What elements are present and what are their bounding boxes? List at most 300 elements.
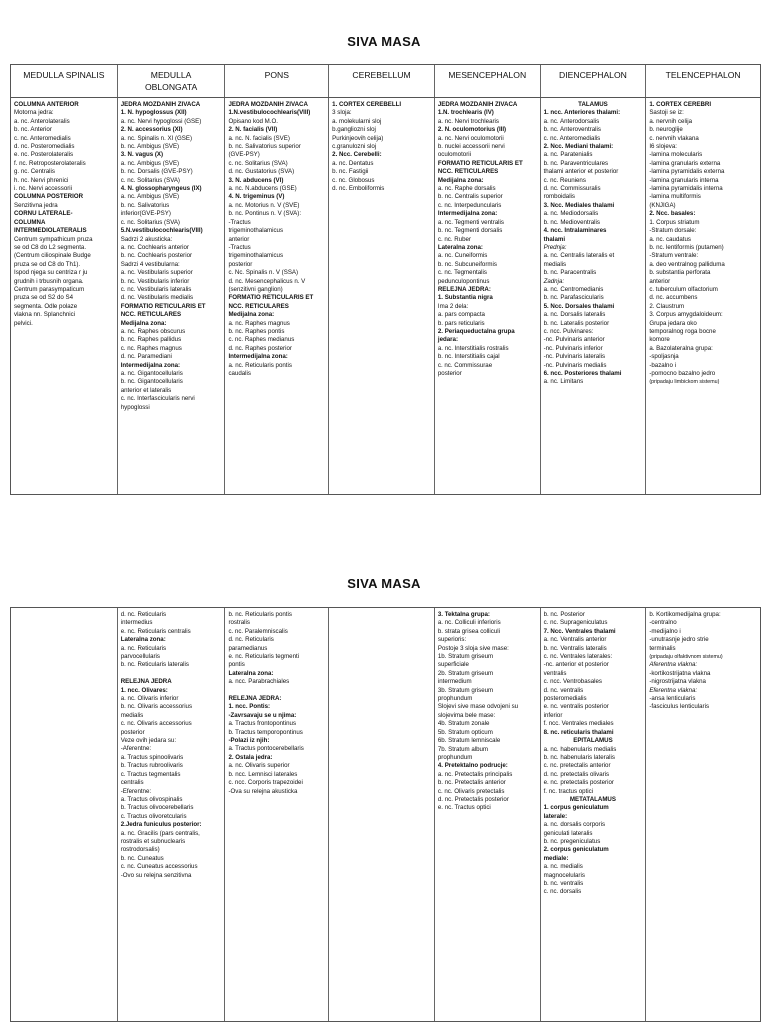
column-header-mesencephalon: MESENCEPHALON — [435, 65, 541, 97]
cell-line: 2. Periaqueductalna grupa — [437, 327, 515, 335]
cell-line: a. nc. Raphe dorsalis — [437, 185, 496, 193]
column-medulla-spinalis — [11, 608, 118, 1021]
cell-line: -bazalno i — [649, 361, 676, 369]
cell-line: b. nc. Dorsalis (GVE-PSY) — [120, 168, 193, 176]
cell-line: d. nc. Pretectalis posterior — [437, 795, 509, 803]
cell-line: d. nc. pretectalis olivaris — [543, 770, 610, 778]
cell-line: a. nc. Centralis lateralis et — [543, 252, 615, 260]
cell-line: Ima 2 dela: — [437, 302, 469, 310]
cell-line: b. substantia perforata — [649, 269, 711, 277]
column-header-telencephalon: TELENCEPHALON — [665, 70, 741, 80]
cell-line: 1. ncc. Pontis: — [228, 703, 271, 711]
cell-line: pruza se od S2 do S4 — [14, 294, 74, 302]
cell-line: intermedius — [120, 619, 153, 627]
cell-line: d. nc. Mesencephalicus n. V — [228, 277, 306, 285]
cell-line: medialis — [543, 260, 567, 268]
page-title-2: SIVA MASA — [347, 576, 421, 591]
cell-line: 1. Corpus striatum — [649, 218, 700, 226]
cell-line: c. nc. Suprageniculatus — [543, 619, 608, 627]
cell-line: prophundum — [437, 695, 473, 703]
cell-line: COLUMNA ANTERIOR — [14, 101, 79, 108]
cell-line: se od C8 do L2 segmenta. — [14, 243, 87, 251]
cell-line: 5.N.vestibulocochlearis(VIII) — [120, 227, 203, 235]
cell-line: 4. Pretektalno podrucje: — [437, 762, 508, 770]
cell-line: b. nc. Ventralis lateralis — [543, 644, 607, 652]
cell-line: a. nc. Raphes obscurus — [120, 327, 186, 335]
cell-line: a. Tractus spinoolivaris — [120, 753, 184, 761]
cell-line: JEDRA MOZDANIH ZIVACA — [437, 101, 518, 108]
cell-line: Medijalna zona: — [228, 311, 275, 319]
cell-line: c. nc. Anteromedialis — [14, 134, 71, 142]
cell-line: -lamina granularis interna — [649, 176, 719, 184]
cell-line: RELEJNA JEDRA — [120, 678, 172, 686]
cell-line: 2b. Stratum griseum — [437, 669, 494, 677]
cell-line: segmenta. Odle polaze — [14, 302, 78, 310]
cell-line: d. nc. ventralis — [543, 686, 584, 694]
cell-line: anterior et lateralis — [120, 386, 172, 394]
cell-line: c. nc. Solitarius (SVA) — [228, 159, 288, 167]
cell-line: JEDRA MOZDANIH ZIVACA — [228, 101, 308, 108]
cell-line: 2.Jedra funiculus posterior: — [120, 821, 202, 829]
cell-line: Centrum parasympaticum — [14, 285, 85, 293]
cell-line — [121, 670, 222, 678]
cell-line: c. nc. dorsalis — [543, 888, 582, 896]
cell-line: b.gangliozni sloj — [332, 126, 376, 134]
cell-line: temporalnog roga bocne — [649, 327, 716, 335]
cell-line: a. nc. medialis — [543, 863, 583, 871]
cell-line: -Tractus — [228, 243, 251, 251]
cell-line: c. Nc. Spinalis n. V (SSA) — [228, 269, 299, 277]
cell-line: 4. ncc. Intralaminares — [543, 227, 607, 235]
cell-line: NCC. RETICULARES — [437, 168, 499, 176]
cell-line: 1. ncc. Olivares: — [120, 686, 168, 694]
cell-line: -lamina pyramidalis externa — [649, 168, 725, 176]
cell-line: RELEJNA JEDRA: — [437, 285, 491, 293]
cell-line: d. nc. Posteromedialis — [14, 143, 75, 151]
cell-line: -medijalno i — [649, 627, 681, 635]
cell-line: d. nc. Reticularis — [120, 611, 167, 618]
cell-line: f. nc. tractus optici — [543, 787, 594, 795]
cell-line: rostralis et subnuclearis — [120, 837, 186, 845]
cell-line: a. nc. caudatus — [649, 235, 691, 243]
cell-line: c. nc. pretectalis anterior — [543, 762, 611, 770]
cell-line: thalami anterior et posterior — [543, 168, 619, 176]
cell-line: c. nc. Paralemniscalis — [228, 627, 288, 635]
column-diencephalon — [541, 608, 647, 1021]
cell-line: FORMATIO RETICULARIS ET — [120, 302, 206, 310]
cell-line: 2. Ncc. Cerebelli: — [332, 151, 382, 159]
cell-line: trigeminothalamicus — [228, 252, 284, 260]
table-body-page-2 — [10, 607, 761, 1022]
cell-line: a. nc. Spinalis n. XI (GSE) — [120, 134, 193, 142]
cell-line: 3. N. vagus (X) — [120, 151, 164, 159]
cell-line: Medijalna zona: — [120, 319, 167, 327]
cell-line: -Polazi iz njih: — [228, 737, 270, 745]
cell-line: g. nc. Centralis — [14, 168, 55, 176]
cell-line: 2. Claustrum — [649, 302, 685, 310]
cell-line: a. nc. Reticularis — [120, 644, 167, 652]
cell-line: b. nc. Salivatorius — [120, 201, 170, 209]
cell-line: romboidalis — [543, 193, 575, 201]
cell-line: b. nc. Ambigus (SVE) — [120, 143, 180, 151]
cell-line: c. tuberculum olfactorium — [649, 285, 718, 293]
cell-line: rostralis — [228, 619, 250, 627]
cell-line: Intermedijalna zona: — [120, 361, 181, 369]
cell-line: 7. Ncc. Ventrales thalami — [543, 627, 616, 635]
cell-line: a. nc. Limitans — [543, 378, 584, 386]
cell-line: JEDRA MOZDANIH ZIVACA — [120, 101, 201, 108]
cell-line: mediale: — [543, 854, 569, 862]
cell-line: -fasciculus lenticularis — [649, 703, 710, 711]
cell-line: b. Tractus rubroolivaris — [120, 762, 183, 770]
cell-line: EPITALAMUS — [573, 737, 613, 745]
cell-line: -Tractus — [228, 218, 251, 226]
cell-line: NCC. RETICULARES — [120, 311, 182, 319]
cell-line: a. Bazolateralna grupa: — [649, 344, 713, 352]
cell-line: c. nc. Tegmentalis — [437, 269, 487, 277]
cell-line: a. nc. Ambigus (SVE) — [120, 159, 180, 167]
cell-line: -nc. Pulvinaris inferior — [543, 344, 603, 352]
cell-line: laterale: — [543, 812, 568, 820]
column-mesencephalon — [435, 608, 541, 1021]
cell-line: c. Tractus olivoretcularis — [120, 812, 187, 820]
cell-line: (Centrum ciliospinale Budge — [14, 252, 91, 260]
cell-line: d. nc. accumbens — [649, 294, 698, 302]
cell-line: 5b. Stratum opticum — [437, 728, 493, 736]
column-header-cerebellum: CEREBELLUM — [329, 65, 435, 97]
cell-line: medialis — [120, 711, 144, 719]
cell-line: 3. Corpus amygdaloideum: — [649, 311, 723, 319]
cell-line: Prednja: — [543, 243, 567, 251]
cell-line: Sastoji se iz: — [649, 109, 684, 117]
cell-line: posterior — [120, 728, 145, 736]
cell-line: a. nc. Cuneiformis — [437, 252, 488, 260]
cell-line: b. nc. Anterior — [14, 126, 52, 134]
cell-line: paramedianus — [228, 644, 268, 652]
cell-line: b. nuclei accessorii nervi — [437, 143, 505, 151]
cell-line: c. nc. Reuniens — [543, 176, 586, 184]
cell-line: c. ncc. Pulvinares: — [543, 327, 594, 335]
cell-line: a. pars compacta — [437, 311, 485, 319]
cell-line: FORMATIO RETICULARIS ET — [228, 294, 314, 302]
cell-line: b. nc. Salivatorius superior — [228, 143, 301, 151]
cell-line: b. nc. Raphes pontis — [228, 327, 285, 335]
cell-line: -nc. Pulvinaris anterior — [543, 336, 605, 344]
cell-line: b. Tractus olivocerebellaris — [120, 804, 194, 812]
cell-line: b. nc. Parafascicularis — [543, 294, 604, 302]
cell-line: b. nc. Olivaris accessorius — [120, 703, 193, 711]
cell-line: c. Tractus tegmentalis — [120, 770, 181, 778]
column-cerebellum — [329, 608, 435, 1021]
cell-line: 4b. Stratum zonale — [437, 720, 490, 728]
cell-line: 2. Ostala jedra: — [228, 753, 273, 761]
cell-line: b. nc. Paraventriculares — [543, 159, 609, 167]
cell-line: 2. Ncc. basales: — [649, 210, 696, 218]
cell-line: slojevima bele mase: — [437, 711, 496, 719]
cell-line: a. ncc. Parabrachiales — [228, 678, 290, 686]
cell-line: COLUMNA POSTERIOR — [14, 193, 84, 201]
cell-line: Senzitivna jedra — [14, 201, 58, 209]
cell-line: Eferentna vlakna: — [649, 686, 698, 694]
cell-line: centralis — [120, 779, 144, 787]
cell-line: Intermedijalna zona: — [437, 210, 498, 218]
cell-line: b. nc. Pretectalis anterior — [437, 779, 506, 787]
cell-line — [228, 687, 325, 695]
cell-line: b. nc. Pontinus n. V (SVA): — [228, 210, 302, 218]
cell-line: b. nc. Medioventralis — [543, 218, 600, 226]
cell-line: a. nc. habenularis medialis — [543, 745, 617, 753]
cell-line: e. nc. Reticularis centralis — [120, 627, 191, 635]
cell-line: b. nc. Anteroventralis — [543, 126, 601, 134]
cell-line: a. nc. Ventralis anterior — [543, 636, 607, 644]
cell-line: superficiale — [437, 661, 469, 669]
cell-line: NCC. RETICULARES — [228, 302, 289, 310]
cell-line: trigeminothalamicus — [228, 227, 284, 235]
cell-line: a. nc. Vestibularis superior — [120, 269, 193, 277]
cell-line: a. nc. Raphes magnus — [228, 319, 290, 327]
cell-line: d. nc. Commissuralis — [543, 185, 601, 193]
cell-line: 1.N.vestibulocochlearis(VIII) — [228, 109, 311, 117]
cell-line: pelvici. — [14, 319, 33, 327]
cell-line: c. ncc. Corporis trapezoidei — [228, 779, 303, 787]
cell-line: b. nc. Lateralis posterior — [543, 319, 610, 327]
cell-line: b. nc. Vestibularis inferior — [120, 277, 190, 285]
cell-line: COLUMNA — [14, 218, 46, 226]
cell-line: posterior — [228, 260, 253, 268]
cell-line: parvocellularis — [120, 653, 160, 661]
cell-line: a. nc. Dentatus — [332, 159, 374, 167]
cell-line: 5. Ncc. Dorsales thalami — [543, 302, 615, 310]
cell-line: a. nc. Nervi hypoglossi (GSE) — [120, 117, 202, 125]
cell-line: c. nc. Globosus — [332, 176, 375, 184]
cell-line: Aferentna vlakna: — [649, 661, 698, 669]
cell-line: (pripadaju limbickom sistemu) — [649, 379, 720, 386]
cell-line: Grupa jedara oko — [649, 319, 697, 327]
cell-line: RELEJNA JEDRA: — [228, 695, 282, 703]
cell-line: b. nc. lentiformis (putamen) — [649, 243, 724, 251]
page-title-1: SIVA MASA — [347, 34, 421, 49]
cell-line: b. nc. habenularis lateralis — [543, 753, 615, 761]
cell-line: 2. Ncc. Mediani thalami: — [543, 143, 614, 151]
cell-line: TALAMUS — [578, 101, 608, 108]
cell-line: Opisano kod M.O. — [228, 117, 278, 125]
column-cerebellum — [329, 98, 435, 494]
cell-line: a. nc. Motorius n. V (SVE) — [228, 201, 300, 209]
cell-line: 1b. Stratum griseum — [437, 653, 494, 661]
cell-line: b. neuroglije — [649, 126, 683, 134]
cell-line: posterior — [437, 370, 462, 377]
cell-line: b. nc. Raphes pallidus — [120, 336, 182, 344]
cell-line: b. nc. Posterior — [543, 611, 585, 618]
cell-line: intermedium — [437, 678, 472, 686]
cell-line: Sadrzi 2 akusticka: — [120, 235, 173, 243]
cell-line: -Eferentne: — [120, 787, 152, 795]
cell-line: d. nc. Vestibularis medialis — [120, 294, 194, 302]
column-medulla-oblongata — [118, 98, 226, 494]
cell-line: (pripadaju olfaktivnom sistemu) — [649, 654, 723, 661]
cell-line: magnocelularis — [543, 871, 585, 879]
cell-line: -lamina pyramidalis interna — [649, 185, 723, 193]
cell-line: -unutrasnje jedro strie — [649, 636, 709, 644]
cell-line: a. nc. Ambigus (SVE) — [120, 193, 180, 201]
cell-line: ventralis — [543, 669, 567, 677]
cell-line: CORNU LATERALE- — [14, 210, 73, 218]
cell-line: a. Tractus pontocerebellaris — [228, 745, 304, 753]
cell-line: a. nc. Cochlearis anterior — [120, 243, 189, 251]
cell-line: posteromedialis — [543, 695, 587, 703]
cell-line: b. nc. Paracentralis — [543, 269, 597, 277]
cell-line: -lamina multiformis — [649, 193, 701, 201]
cell-line: d. nc. Gustatorius (SVA) — [228, 168, 295, 176]
cell-line: 6. ncc. Posteriores thalami — [543, 370, 622, 377]
cell-line: Veze ovih jedara su: — [120, 737, 177, 745]
cell-line: a. nervnih celija — [649, 117, 692, 125]
cell-line: thalami — [543, 235, 566, 243]
cell-line: Motorna jedra: — [14, 109, 54, 117]
cell-line: 1. ncc. Anteriores thalami: — [543, 109, 621, 117]
cell-line: b. nc. Cochlearis posterior — [120, 252, 193, 260]
cell-line: a. nc. Olivaris inferior — [120, 695, 179, 703]
cell-line: e. nc. Posterolateralis — [14, 151, 74, 159]
cell-line: 1. N. hypoglossus (XII) — [120, 109, 187, 117]
cell-line: e. nc. pretectalis posterior — [543, 779, 614, 787]
cell-line: a. nc. Colliculi inferioris — [437, 619, 501, 627]
cell-line: a. nc. Tegmenti ventralis — [437, 218, 504, 226]
cell-line: c. nc. Commissurae — [437, 361, 493, 369]
cell-line: -nc. Pulvinaris medialis — [543, 361, 607, 369]
cell-line: d. nc. Paramediani — [120, 353, 172, 361]
cell-line: b. nc. Interstitialis cajal — [437, 353, 500, 361]
cell-line: 3 sloja: — [332, 109, 352, 117]
cell-line: Centrum sympathicum pruza — [14, 235, 93, 243]
cell-line: 1. Substantia nigra — [437, 294, 493, 302]
cell-line: a. nc. N. facialis (SVE) — [228, 134, 290, 142]
cell-line: Sadrzi 4 vestibularna: — [120, 260, 180, 268]
cell-line: komore — [649, 336, 670, 344]
cell-line: c. nc. Solitarius (SVA) — [120, 218, 180, 226]
cell-line: -Zavrsavaju se u njima: — [228, 711, 297, 719]
cell-line: b. pars reticularis — [437, 319, 485, 327]
cell-line: -Stratum dorsale: — [649, 227, 697, 235]
cell-line: 4. N. trigeminus (V) — [228, 193, 285, 201]
cell-line: Slojevi sive mase odvojeni su — [437, 703, 519, 711]
cell-line: f. ncc. Ventrales mediales — [543, 720, 614, 728]
cell-line: Medijalna zona: — [437, 176, 484, 184]
cell-line: superioris: — [437, 636, 467, 644]
cell-line: prophundum — [437, 753, 473, 761]
cell-line: 6b. Stratum lemniscale — [437, 737, 501, 745]
cell-line: c. nc. Cuneatus accessorius — [120, 863, 198, 871]
cell-line: -kortikostrijatna vlakna — [649, 669, 711, 677]
cell-line: a. nc. Nervi trochlearis — [437, 117, 499, 125]
cell-line: f. nc. Retroposterolateralis — [14, 159, 86, 167]
cell-line: -Ovo su relejna senzitivna — [120, 871, 192, 879]
cell-line: (senzitivni ganglion) — [228, 285, 283, 293]
cell-line: a. nc. Olivaris superior — [228, 762, 290, 770]
cell-line: a. nc. Gigantocellularis — [120, 370, 183, 377]
cell-line: pedunculopontinus — [437, 277, 490, 285]
cell-line: grudnih i trbusnih organa. — [14, 277, 84, 285]
cell-line: a. nc. Anterolateralis — [14, 117, 70, 125]
cell-line: (GVE-PSY) — [228, 151, 260, 159]
cell-line: terminalis — [649, 644, 676, 652]
cell-line: jedara: — [437, 336, 459, 344]
cell-line: (KNJIGA) — [649, 201, 676, 209]
cell-line: -lamina molecularis — [649, 151, 703, 159]
cell-line: vlakna nn. Splanchnici — [14, 311, 76, 319]
cell-line: -Stratum ventrale: — [649, 252, 699, 260]
cell-line: b. Kortikomedijalna grupa: — [649, 611, 721, 618]
cell-line: -nigrostrijatna vlakna — [649, 678, 706, 686]
cell-line: h. nc. Nervi phrenici — [14, 176, 69, 184]
cell-line: c. ncc. Ventrobasales — [543, 678, 602, 686]
column-mesencephalon — [435, 98, 541, 494]
cell-line: c. nc. Raphes magnus — [120, 344, 182, 352]
cell-line: METATALAMUS — [569, 795, 616, 803]
cell-line: inferior(GVE-PSY) — [120, 210, 171, 218]
cell-line: 8. nc. reticularis thalami — [543, 728, 614, 736]
column-telencephalon — [646, 608, 760, 1021]
cell-line: d. nc. Reticularis — [228, 636, 274, 644]
cell-line: a. Tractus olivospinalis — [120, 795, 183, 803]
cell-line: a. Tractus frontopontinus — [228, 720, 297, 728]
cell-line: inferior — [543, 711, 563, 719]
cell-line: Intermedijalna zona: — [228, 353, 288, 361]
cell-line: 1. CORTEX CEREBRI — [649, 101, 712, 108]
cell-line: -lamina granularis externa — [649, 159, 721, 167]
cell-line: i. nc. Nervi accessorii — [14, 185, 73, 193]
cell-line: Zadnja: — [543, 277, 565, 285]
cell-line: d. nc. Emboliformis — [332, 185, 385, 193]
cell-line: 3. N. abducens (VI) — [228, 176, 284, 184]
cell-line: caudalis — [228, 370, 251, 377]
cell-line: 2. N. accessorius (XI) — [120, 126, 183, 134]
cell-line: 1.N. trochlearis (IV) — [437, 109, 494, 117]
cell-line: c. nc. Olivaris accessorius — [120, 720, 192, 728]
cell-line: 1. CORTEX CEREBELLI — [332, 101, 402, 108]
cell-line: e. nc. Tractus optici — [437, 804, 491, 812]
cell-line: pontis — [228, 661, 245, 669]
cell-line: c. nc. Vestibularis lateralis — [120, 285, 192, 293]
cell-line: a. nc. Dorsalis lateralis — [543, 311, 606, 319]
cell-line: a. nc. dorsalis corporis — [543, 821, 606, 829]
cell-line: rostrodorsalis) — [120, 846, 160, 854]
cell-line: -nc. anterior et posterior — [543, 661, 609, 669]
column-medulla-oblongata — [118, 608, 226, 1021]
cell-line: -Aferentne: — [120, 745, 152, 753]
cell-line: c. nc. Raphes medianus — [228, 336, 295, 344]
cell-line: FORMATIO RETICULARIS ET — [437, 159, 523, 167]
cell-line: pruza se od C8 do Th1). — [14, 260, 81, 268]
cell-line: a. nc. Gracilis (pars centralis, — [120, 829, 200, 837]
cell-line: c. nc. Ventrales laterales: — [543, 653, 613, 661]
cell-line: b. nc. Centralis superior — [437, 193, 503, 201]
cell-line: a. nc. Nervi oculomotorii — [437, 134, 504, 142]
column-header-diencephalon: DIENCEPHALON — [541, 65, 647, 97]
cell-line: a. nc. Mediodorsalis — [543, 210, 599, 218]
cell-line: 3. Tektalna grupa: — [437, 611, 490, 618]
column-telencephalon — [646, 98, 760, 494]
cell-line: a. deo ventralnog palliduma — [649, 260, 725, 268]
cell-line: c. nc. Anteromedialis — [543, 134, 601, 142]
cell-line: c. nc. Interpeduncularis — [437, 201, 502, 209]
cell-line: Lateralna zona: — [437, 243, 483, 251]
cell-line: a. nc. Centromedianis — [543, 285, 604, 293]
cell-line: a. nc. N.abducens (GSE) — [228, 185, 297, 193]
column-header-medulla-spinalis: MEDULLA SPINALIS — [11, 65, 118, 97]
cell-line: a. molekularni sloj — [332, 117, 382, 125]
cell-line: -Ova su relejna akusticka — [228, 787, 298, 795]
